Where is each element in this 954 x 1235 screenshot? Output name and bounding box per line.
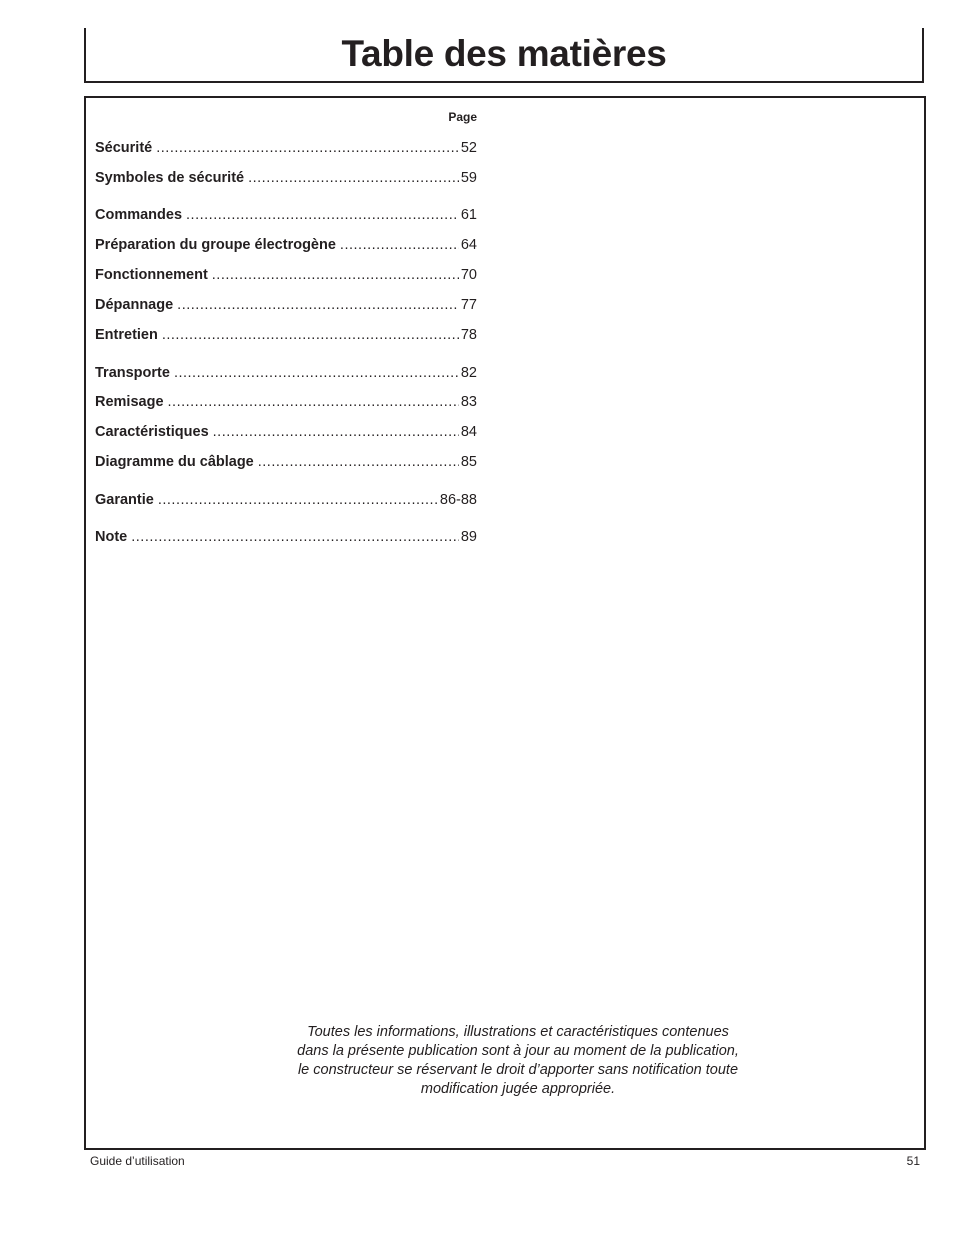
toc-item-remisage[interactable]: [95, 393, 477, 411]
toc-item-page: 78: [460, 327, 477, 343]
toc-item-label: Préparation du groupe électrogène: [95, 237, 336, 253]
toc-item-page: 82: [460, 365, 477, 381]
toc-leader-dots: [340, 236, 459, 254]
toc-item-page: 83: [460, 394, 477, 410]
toc-item-label: Garantie: [95, 492, 154, 508]
toc-item-label: Transporte: [95, 365, 170, 381]
toc-leader-dots: [177, 296, 459, 314]
toc-leader-dots: [212, 266, 459, 284]
toc-leader-dots: [248, 169, 459, 187]
toc-item-page: 59: [460, 170, 477, 186]
toc-item-label: Caractéristiques: [95, 424, 209, 440]
toc-leader-dots: [186, 206, 459, 224]
toc-item-page: 89: [460, 529, 477, 545]
toc-item-label: Entretien: [95, 327, 158, 343]
toc-leader-dots: [258, 453, 459, 471]
toc-leader-dots: [156, 139, 459, 157]
toc-item-page: 52: [460, 140, 477, 156]
toc-item-label: Fonctionnement: [95, 267, 208, 283]
disclaimer-text: [262, 1023, 774, 1099]
toc-item-transporte[interactable]: [95, 364, 477, 382]
toc-item-label: Sécurité: [95, 140, 153, 156]
toc-item-garantie[interactable]: [95, 491, 477, 509]
toc-item-page: 61: [460, 207, 477, 223]
footer-page-number: 51: [906, 1154, 920, 1168]
toc-item-diagramme[interactable]: [95, 453, 477, 471]
toc-item-label: Diagramme du câblage: [95, 454, 254, 470]
toc-leader-dots: [158, 491, 438, 509]
toc-item-page: 86-88: [439, 492, 477, 508]
toc-item-depannage[interactable]: [95, 296, 477, 314]
toc-leader-dots: [162, 326, 459, 344]
title-box: [84, 28, 924, 83]
toc-item-securite[interactable]: [95, 139, 477, 157]
toc-item-label: Remisage: [95, 394, 164, 410]
disclaimer-line: le constructeur se réservant le droit d’apporter sans notification toute: [297, 1062, 739, 1078]
toc-leader-dots: [131, 528, 459, 546]
page-title: Table des matières: [341, 33, 667, 74]
toc-item-entretien[interactable]: [95, 326, 477, 344]
toc-item-page: 85: [460, 454, 477, 470]
disclaimer-line: Toutes les informations, illustrations et caractéristiques contenues: [307, 1024, 729, 1040]
toc-leader-dots: [168, 393, 459, 411]
toc-item-label: Note: [95, 529, 128, 545]
toc-item-page: 77: [460, 297, 477, 313]
toc-item-symboles[interactable]: [95, 169, 477, 187]
toc-item-page: 70: [460, 267, 477, 283]
toc-item-preparation[interactable]: [95, 236, 477, 254]
toc-item-label: Commandes: [95, 207, 183, 223]
toc-item-label: Dépannage: [95, 297, 174, 313]
toc-page-header: Page: [448, 110, 477, 124]
disclaimer-line: dans la présente publication sont à jour au moment de la publication,: [297, 1043, 739, 1059]
toc-item-caracteristiques[interactable]: [95, 423, 477, 441]
toc-item-page: 64: [460, 237, 477, 253]
toc-item-fonctionnement[interactable]: [95, 266, 477, 284]
toc-leader-dots: [213, 423, 459, 441]
toc-leader-dots: [174, 364, 459, 382]
toc-item-page: 84: [460, 424, 477, 440]
footer-guide-label: Guide d’utilisation: [90, 1154, 185, 1168]
disclaimer-line: modification jugée appropriée.: [420, 1081, 616, 1097]
content-box: [84, 96, 926, 1150]
toc-item-label: Symboles de sécurité: [95, 170, 245, 186]
toc-item-note[interactable]: [95, 528, 477, 546]
toc-item-commandes[interactable]: [95, 206, 477, 224]
